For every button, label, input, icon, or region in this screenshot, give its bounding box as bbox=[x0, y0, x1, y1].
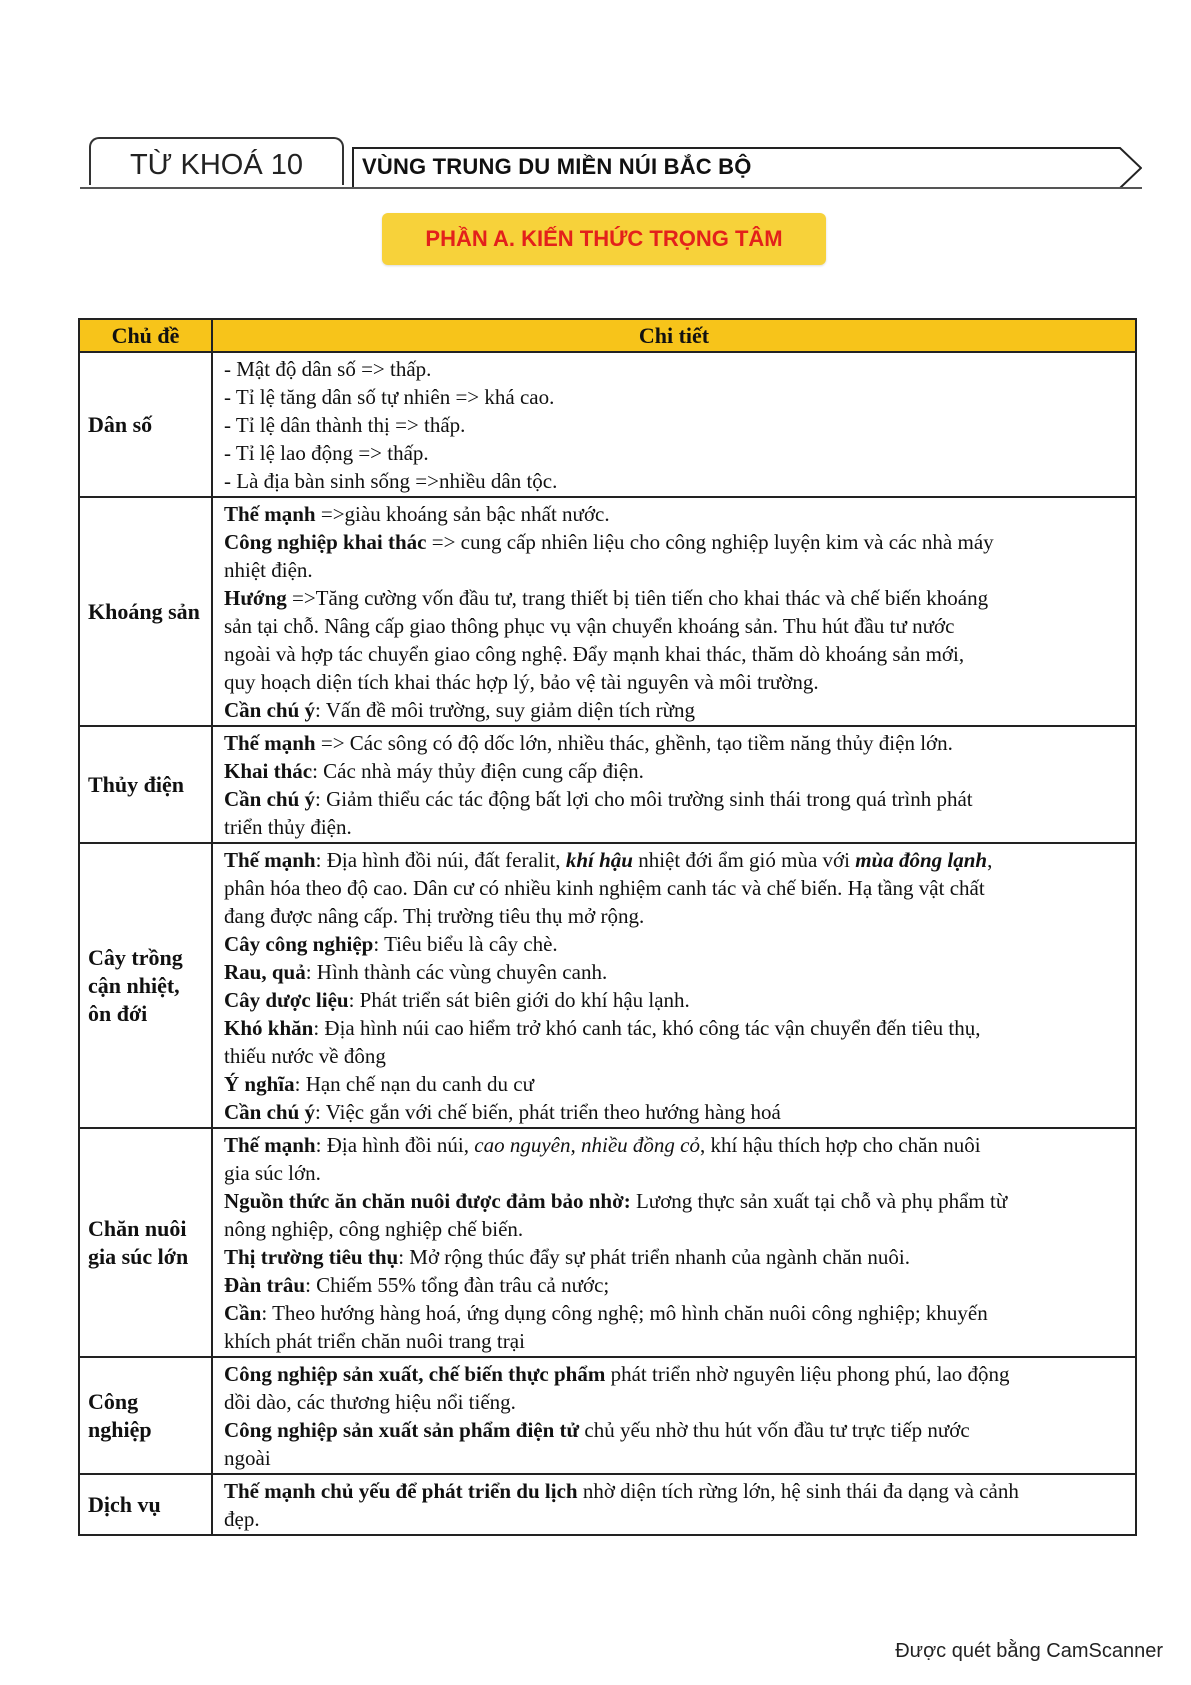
detail-line bbox=[224, 1271, 1125, 1299]
detail-emphasis: Rau, quả bbox=[224, 960, 306, 984]
detail-text: - Tỉ lệ tăng dân số tự nhiên => khá cao. bbox=[224, 385, 555, 409]
detail-text: triển thủy điện. bbox=[224, 815, 352, 839]
detail-line bbox=[224, 668, 1125, 696]
detail-text: ngoài bbox=[224, 1446, 271, 1470]
table-row bbox=[79, 497, 1136, 726]
header-divider bbox=[80, 187, 1142, 189]
detail-line bbox=[224, 467, 1125, 495]
detail-line bbox=[224, 986, 1125, 1014]
detail-line bbox=[224, 640, 1125, 668]
detail-cell bbox=[212, 843, 1136, 1128]
detail-text: : Hạn chế nạn du canh du cư bbox=[294, 1072, 534, 1096]
detail-line bbox=[224, 383, 1125, 411]
col-header-detail: Chi tiết bbox=[212, 319, 1136, 352]
detail-line bbox=[224, 355, 1125, 383]
detail-emphasis: Khai thác bbox=[224, 759, 313, 783]
detail-line bbox=[224, 439, 1125, 467]
detail-emphasis: Thế mạnh bbox=[224, 848, 316, 872]
detail-emphasis: Cần bbox=[224, 1301, 262, 1325]
detail-text: : Các nhà máy thủy điện cung cấp điện. bbox=[312, 759, 644, 783]
detail-emphasis: Đàn trâu bbox=[224, 1273, 306, 1297]
detail-cell bbox=[212, 726, 1136, 843]
detail-line bbox=[224, 757, 1125, 785]
section-title: PHẦN A. KIẾN THỨC TRỌNG TÂM bbox=[382, 213, 826, 265]
topic-cell: Thủy điện bbox=[79, 726, 212, 843]
detail-text: chủ yếu nhờ thu hút vốn đầu tư trực tiếp nước bbox=[579, 1418, 970, 1442]
detail-line bbox=[224, 1070, 1125, 1098]
detail-text: : Phát triển sát biên giới do khí hậu lạnh. bbox=[348, 988, 690, 1012]
detail-line bbox=[224, 1444, 1125, 1472]
table-row bbox=[79, 843, 1136, 1128]
detail-line bbox=[224, 528, 1125, 556]
detail-text: thiếu nước về đông bbox=[224, 1044, 386, 1068]
detail-line bbox=[224, 1327, 1125, 1355]
detail-text: nông nghiệp, công nghiệp chế biến. bbox=[224, 1217, 524, 1241]
detail-line bbox=[224, 1098, 1125, 1126]
detail-text: : Theo hướng hàng hoá, ứng dụng công nghệ; mô hình chăn nuôi công nghiệp; khuyến bbox=[261, 1301, 988, 1325]
detail-emphasis: Thị trường tiêu thụ bbox=[224, 1245, 399, 1269]
detail-line bbox=[224, 729, 1125, 757]
keyword-label: TỪ KHOÁ 10 bbox=[89, 137, 344, 185]
detail-line bbox=[224, 1243, 1125, 1271]
detail-line bbox=[224, 696, 1125, 724]
detail-emphasis: mùa đông lạnh bbox=[855, 848, 988, 872]
detail-emphasis: Cần chú ý bbox=[224, 787, 316, 811]
detail-line bbox=[224, 1360, 1125, 1388]
detail-text: nhiệt điện. bbox=[224, 558, 313, 582]
detail-emphasis: Hướng bbox=[224, 586, 287, 610]
detail-line bbox=[224, 500, 1125, 528]
detail-emphasis: Thế mạnh bbox=[224, 502, 316, 526]
detail-text: : Mở rộng thúc đẩy sự phát triển nhanh của ngành chăn nuôi. bbox=[398, 1245, 910, 1269]
detail-text: : Hình thành các vùng chuyên canh. bbox=[305, 960, 608, 984]
detail-text: Lương thực sản xuất tại chỗ và phụ phẩm từ bbox=[630, 1189, 1008, 1213]
detail-text: , bbox=[987, 848, 993, 872]
detail-text: : Giảm thiểu các tác động bất lợi cho môi trường sinh thái trong quá trình phát bbox=[315, 787, 973, 811]
detail-text: gia súc lớn. bbox=[224, 1161, 321, 1185]
detail-emphasis: Khó khăn bbox=[224, 1016, 314, 1040]
detail-line bbox=[224, 1131, 1125, 1159]
detail-text: : Địa hình đồi núi, bbox=[315, 1133, 475, 1157]
detail-emphasis: cao nguyên, nhiều đồng cỏ bbox=[474, 1133, 700, 1157]
topic-cell: Dân số bbox=[79, 352, 212, 497]
detail-emphasis: Công nghiệp sản xuất, chế biến thực phẩm bbox=[224, 1362, 606, 1386]
detail-text: - Mật độ dân số => thấp. bbox=[224, 357, 432, 381]
detail-emphasis: Cây công nghiệp bbox=[224, 932, 374, 956]
detail-emphasis: Thế mạnh chủ yếu để phát triển du lịch bbox=[224, 1479, 578, 1503]
detail-text: phát triển nhờ nguyên liệu phong phú, lao động bbox=[605, 1362, 1010, 1386]
detail-emphasis: Cần chú ý bbox=[224, 698, 316, 722]
detail-text: : Tiêu biểu là cây chè. bbox=[373, 932, 558, 956]
detail-line bbox=[224, 556, 1125, 584]
detail-line bbox=[224, 411, 1125, 439]
detail-line bbox=[224, 785, 1125, 813]
detail-cell bbox=[212, 1128, 1136, 1357]
detail-cell bbox=[212, 497, 1136, 726]
detail-text: =>Tăng cường vốn đầu tư, trang thiết bị tiên tiến cho khai thác và chế biến khoáng bbox=[286, 586, 989, 610]
table-row bbox=[79, 1474, 1136, 1535]
detail-line bbox=[224, 813, 1125, 841]
detail-text: : Vấn đề môi trường, suy giảm diện tích rừng bbox=[315, 698, 695, 722]
detail-text: - Tỉ lệ lao động => thấp. bbox=[224, 441, 429, 465]
table-row bbox=[79, 1357, 1136, 1474]
knowledge-table bbox=[78, 318, 1137, 1536]
detail-text: , khí hậu thích hợp cho chăn nuôi bbox=[699, 1133, 981, 1157]
table-row bbox=[79, 352, 1136, 497]
detail-cell bbox=[212, 1474, 1136, 1535]
scanner-watermark: Được quét bằng CamScanner bbox=[895, 1640, 1163, 1662]
topic-cell: Dịch vụ bbox=[79, 1474, 212, 1535]
detail-emphasis: Thế mạnh bbox=[224, 1133, 316, 1157]
detail-emphasis: Thế mạnh bbox=[224, 731, 316, 755]
topic-cell: Công nghiệp bbox=[79, 1357, 212, 1474]
detail-text: phân hóa theo độ cao. Dân cư có nhiều kinh nghiệm canh tác và chế biến. Hạ tầng vật chất bbox=[224, 876, 985, 900]
detail-line bbox=[224, 1299, 1125, 1327]
detail-emphasis: Nguồn thức ăn chăn nuôi được đảm bảo nhờ: bbox=[224, 1189, 631, 1213]
detail-emphasis: khí hậu bbox=[565, 848, 633, 872]
detail-line bbox=[224, 1388, 1125, 1416]
col-header-topic: Chủ đề bbox=[79, 319, 212, 352]
detail-text: đẹp. bbox=[224, 1507, 260, 1531]
detail-line bbox=[224, 612, 1125, 640]
detail-line bbox=[224, 1477, 1125, 1505]
detail-text: nhiệt đới ẩm gió mùa với bbox=[632, 848, 856, 872]
detail-line bbox=[224, 1014, 1125, 1042]
detail-text: : Việc gắn với chế biến, phát triển theo hướng hàng hoá bbox=[315, 1100, 781, 1124]
detail-line bbox=[224, 874, 1125, 902]
detail-line bbox=[224, 1416, 1125, 1444]
topic-cell: Khoáng sản bbox=[79, 497, 212, 726]
detail-emphasis: Công nghiệp sản xuất sản phẩm điện tử bbox=[224, 1418, 580, 1442]
detail-text: => Các sông có độ dốc lớn, nhiều thác, ghềnh, tạo tiềm năng thủy điện lớn. bbox=[315, 731, 953, 755]
topic-cell: Cây trồng cận nhiệt, ôn đới bbox=[79, 843, 212, 1128]
detail-line bbox=[224, 902, 1125, 930]
detail-text: ngoài và hợp tác chuyển giao công nghệ. Đẩy mạnh khai thác, thăm dò khoáng sản mới, bbox=[224, 642, 965, 666]
detail-text: : Địa hình đồi núi, đất feralit, bbox=[315, 848, 566, 872]
detail-emphasis: Cần chú ý bbox=[224, 1100, 316, 1124]
detail-cell bbox=[212, 1357, 1136, 1474]
detail-line bbox=[224, 584, 1125, 612]
detail-line bbox=[224, 1505, 1125, 1533]
detail-line bbox=[224, 958, 1125, 986]
table-row bbox=[79, 1128, 1136, 1357]
detail-cell bbox=[212, 352, 1136, 497]
detail-line bbox=[224, 1215, 1125, 1243]
table-row bbox=[79, 726, 1136, 843]
table-header-row bbox=[79, 319, 1136, 352]
detail-emphasis: Ý nghĩa bbox=[224, 1072, 295, 1096]
detail-text: : Địa hình núi cao hiểm trở khó canh tác, khó công tác vận chuyển đến tiêu thụ, bbox=[313, 1016, 981, 1040]
detail-line bbox=[224, 1159, 1125, 1187]
detail-text: => cung cấp nhiên liệu cho công nghiệp luyện kim và các nhà máy bbox=[426, 530, 994, 554]
detail-text: quy hoạch diện tích khai thác hợp lý, bảo vệ tài nguyên và môi trường. bbox=[224, 670, 819, 694]
detail-line bbox=[224, 930, 1125, 958]
detail-line bbox=[224, 846, 1125, 874]
detail-line bbox=[224, 1042, 1125, 1070]
detail-emphasis: Cây dược liệu bbox=[224, 988, 349, 1012]
detail-text: nhờ diện tích rừng lớn, hệ sinh thái đa dạng và cảnh bbox=[577, 1479, 1019, 1503]
detail-text: - Tỉ lệ dân thành thị => thấp. bbox=[224, 413, 466, 437]
topic-cell: Chăn nuôi gia súc lớn bbox=[79, 1128, 212, 1357]
detail-text: =>giàu khoáng sản bậc nhất nước. bbox=[315, 502, 610, 526]
region-title: VÙNG TRUNG DU MIỀN NÚI BẮC BỘ bbox=[362, 154, 752, 179]
detail-text: đang được nâng cấp. Thị trường tiêu thụ mở rộng. bbox=[224, 904, 645, 928]
detail-line bbox=[224, 1187, 1125, 1215]
detail-emphasis: Công nghiệp khai thác bbox=[224, 530, 427, 554]
detail-text: : Chiếm 55% tổng đàn trâu cả nước; bbox=[305, 1273, 610, 1297]
detail-text: sản tại chỗ. Nâng cấp giao thông phục vụ vận chuyển khoáng sản. Thu hút đầu tư nước bbox=[224, 614, 955, 638]
detail-text: - Là địa bàn sinh sống =>nhiều dân tộc. bbox=[224, 469, 558, 493]
detail-text: khích phát triển chăn nuôi trang trại bbox=[224, 1329, 525, 1353]
detail-text: dồi dào, các thương hiệu nổi tiếng. bbox=[224, 1390, 516, 1414]
